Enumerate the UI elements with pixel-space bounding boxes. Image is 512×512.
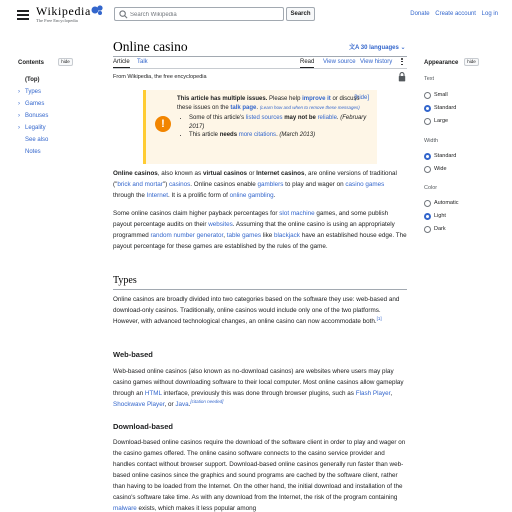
issue-item: • Some of this article's listed sources may not be reliable. (February 2017): [189, 114, 373, 131]
talk-page-link[interactable]: talk page: [230, 104, 257, 111]
radio-label: Large: [434, 118, 449, 124]
tab-article[interactable]: Article: [113, 58, 130, 68]
tab-view-source[interactable]: View source: [323, 59, 356, 65]
reliable-link[interactable]: reliable: [317, 115, 337, 121]
radio-label: Standard: [434, 105, 457, 111]
radio-circle[interactable]: [424, 92, 431, 99]
issues-list: [189, 114, 373, 140]
text: interface, previously this was done through browser plugins, such as: [163, 390, 354, 397]
text-size-label: Text: [424, 76, 435, 82]
table-of-contents: [18, 58, 80, 158]
create-account-link[interactable]: Create account: [435, 11, 476, 17]
issues-hide-link[interactable]: [hide]: [354, 95, 369, 101]
user-links: [406, 11, 498, 17]
section-heading-types: Types: [113, 275, 137, 286]
toc-list: [18, 74, 80, 158]
issues-mid: or discuss these issues on the: [177, 96, 360, 111]
main-menu-icon[interactable]: [17, 10, 29, 19]
toc-hide-button[interactable]: hide: [58, 58, 73, 66]
logo-wordmark: Wikipedia: [36, 4, 91, 18]
issue-bold: needs: [219, 132, 238, 138]
radio-label: Small: [434, 92, 448, 98]
citation-needed-link[interactable]: [citation needed]: [190, 398, 224, 404]
text: . It is a prolific form of: [167, 192, 228, 199]
more-citations-link[interactable]: more citations: [238, 132, 277, 138]
text: or: [248, 170, 255, 177]
text: .: [188, 401, 191, 408]
listed-sources-link[interactable]: listed sources: [245, 115, 283, 121]
text: Some online casinos claim higher payback percentages for: [113, 210, 278, 217]
flash-player-link[interactable]: Flash Player: [355, 390, 391, 397]
wikipedia-logo[interactable]: [36, 5, 91, 23]
text: Online casinos are broadly divided into two categories based on the software they use: web-based and download-only casinos. Traditionally, online casinos would include only one of the two platforms. However, with advanced technological changes, an online casino can now accommodate both.: [113, 296, 400, 325]
text: , or: [164, 401, 174, 408]
web-based-paragraph: [113, 366, 407, 410]
radio-circle-selected[interactable]: [424, 153, 431, 160]
radio-circle-selected[interactable]: [424, 213, 431, 220]
text: games, and some publish payout percentage audits on their: [113, 210, 389, 228]
bold-term: Online casinos: [113, 170, 158, 177]
translate-icon: 文A: [349, 45, 360, 51]
radio-label: Standard: [434, 153, 457, 159]
radio-label: Light: [434, 213, 446, 219]
bold-term: Internet casinos: [256, 170, 305, 177]
table-games-link[interactable]: table games: [226, 232, 262, 239]
internet-link[interactable]: Internet: [146, 192, 168, 199]
donate-link[interactable]: Donate: [410, 11, 430, 17]
toc-item-label: Types: [25, 89, 42, 95]
websites-link[interactable]: websites: [208, 221, 233, 228]
toc-item-label: Bonuses: [25, 113, 49, 119]
language-button[interactable]: [349, 42, 406, 51]
radio-label: Dark: [434, 226, 446, 232]
download-based-paragraph: [113, 437, 407, 512]
section-heading-download-based: Download-based: [113, 422, 174, 431]
rng-link[interactable]: random number generator: [150, 232, 224, 239]
chevron-right-icon[interactable]: ›: [18, 89, 20, 95]
tab-talk[interactable]: Talk: [137, 59, 148, 65]
text: "): [162, 181, 168, 188]
text: Download-based online casinos require the download of the software client in order to play and wager on the casino games offered. The online casino software connects to the casino service provider and handles contact without browser support. Download-based online casinos generally run faster than web-based online casinos since the graphics and sound programs are cached by the software client, rather than having to be loaded from the Internet. On the other hand, the initial download and installation of the casino's software take time. As with any download from the Internet, the risk of the program containing: [113, 439, 406, 501]
toc-item-legality[interactable]: [18, 122, 80, 134]
login-link[interactable]: Log in: [481, 11, 498, 17]
radio-label: Wide: [434, 166, 447, 172]
text: through the: [113, 192, 145, 199]
search-box: [114, 7, 284, 21]
radio-circle[interactable]: [424, 226, 431, 233]
chevron-right-icon[interactable]: ›: [18, 101, 20, 107]
text: ,: [223, 232, 226, 239]
shockwave-player-link[interactable]: Shockwave Player: [113, 401, 165, 408]
toc-item-label: Notes: [25, 149, 41, 155]
toc-heading: Contents: [18, 60, 44, 66]
radio-circle[interactable]: [424, 118, 431, 125]
text: . Assuming that the online casino is using an appropriately programmed: [113, 221, 395, 239]
text: ,: [390, 390, 393, 397]
text: , are online versions of traditional (": [113, 170, 397, 188]
issue-item: • This article needs more citations. (March 2013): [189, 131, 373, 140]
issue-date: (February 2017): [189, 115, 367, 130]
casinos-link[interactable]: casinos: [168, 181, 191, 188]
chevron-right-icon[interactable]: ›: [18, 113, 20, 119]
toc-item-label: (Top): [25, 77, 40, 83]
appearance-title: Appearance: [424, 60, 459, 66]
html-link[interactable]: HTML: [144, 390, 162, 397]
issues-heading: This article has multiple issues.: [177, 96, 268, 102]
radio-circle[interactable]: [424, 200, 431, 207]
malware-link[interactable]: malware: [113, 505, 137, 512]
logo-tagline: The Free Encyclopedia: [36, 18, 78, 23]
appearance-panel: [424, 58, 502, 232]
lock-icon[interactable]: [398, 72, 406, 82]
issue-text: Some of this article's: [189, 115, 245, 121]
toc-item-label: Legality: [25, 125, 46, 131]
search-button[interactable]: Search: [286, 7, 315, 21]
blackjack-link[interactable]: blackjack: [274, 232, 300, 239]
online-gambling-link[interactable]: online gambling: [229, 192, 274, 199]
search-input[interactable]: [130, 9, 280, 20]
text: , also known as: [157, 170, 202, 177]
text: exists, which makes it less popular among: [138, 505, 257, 512]
multiple-issues-box: [143, 90, 377, 164]
toc-item-label: Games: [25, 101, 45, 107]
site-tagline: From Wikipedia, the free encyclopedia: [113, 74, 207, 80]
improve-link[interactable]: improve it: [302, 96, 331, 102]
issue-text: This article: [189, 132, 219, 138]
width-label: Width: [424, 138, 439, 144]
puzzle-globe-icon: [90, 4, 104, 16]
footnote-link[interactable]: [1]: [376, 315, 382, 321]
text: have an established house edge. The payout percentage for these games are established by the rules of the game.: [113, 232, 407, 250]
chevron-down-icon: ⌄: [400, 45, 406, 51]
search-icon: [119, 10, 128, 19]
slot-machine-link[interactable]: slot machine: [279, 210, 315, 217]
toc-item-see-also[interactable]: [18, 134, 80, 146]
radio-circle-selected[interactable]: [424, 105, 431, 112]
page-tabs: [113, 57, 407, 69]
text: like: [262, 232, 273, 239]
language-count: 30 languages: [360, 45, 399, 51]
toc-item-label: See also: [25, 137, 49, 143]
radio-circle[interactable]: [424, 166, 431, 173]
issues-text: This article has multiple issues. Please help improve it or discuss these issues on the talk page. (Learn how and when to remove these messages) • Some of this article's listed sources may not be reliable. (February 2017) • This article needs more citations. (March 2013): [177, 95, 373, 140]
issues-lead: Please help: [269, 96, 301, 102]
bold-term: virtual casinos: [202, 170, 248, 177]
toc-item-bonuses[interactable]: [18, 110, 80, 122]
appearance-hide-button[interactable]: hide: [464, 58, 479, 66]
text: Web-based online casinos (also known as no-download casinos) are websites where users may play casino games without downloading software to their local computer. Most online casinos allow gameplay through an: [113, 368, 404, 397]
text: .: [273, 192, 276, 199]
intro-paragraph: [113, 168, 407, 201]
payout-paragraph: [113, 208, 407, 252]
site-header: [0, 0, 512, 30]
text: . Online casinos enable: [190, 181, 256, 188]
tab-view-history[interactable]: View history: [360, 59, 393, 65]
learn-more-link[interactable]: (Learn how and when to remove these messages): [259, 104, 360, 110]
gamblers-link[interactable]: gamblers: [257, 181, 284, 188]
page-title: Online casino: [113, 39, 188, 54]
types-paragraph: [113, 294, 407, 327]
toc-item-notes[interactable]: [18, 146, 80, 158]
issue-bold: may not be: [284, 115, 316, 121]
text: to play and wager on: [285, 181, 344, 188]
issue-date: (March 2013): [279, 132, 316, 138]
toc-item-types[interactable]: [18, 86, 80, 98]
toc-item-top[interactable]: [18, 74, 80, 86]
tab-read[interactable]: Read: [300, 58, 314, 68]
section-heading-web-based: Web-based: [113, 350, 153, 359]
more-options-icon[interactable]: [401, 58, 403, 66]
color-label: Color: [424, 185, 438, 191]
java-link[interactable]: Java: [175, 401, 189, 408]
section-divider: [113, 289, 407, 290]
casino-games-link[interactable]: casino games: [345, 181, 385, 188]
tabs-divider: [113, 68, 407, 69]
toc-item-games[interactable]: [18, 98, 80, 110]
brick-and-mortar-link[interactable]: brick and mortar: [117, 181, 163, 188]
chevron-right-icon[interactable]: ›: [18, 125, 20, 131]
radio-label: Automatic: [434, 200, 459, 206]
warning-icon: !: [155, 116, 171, 132]
